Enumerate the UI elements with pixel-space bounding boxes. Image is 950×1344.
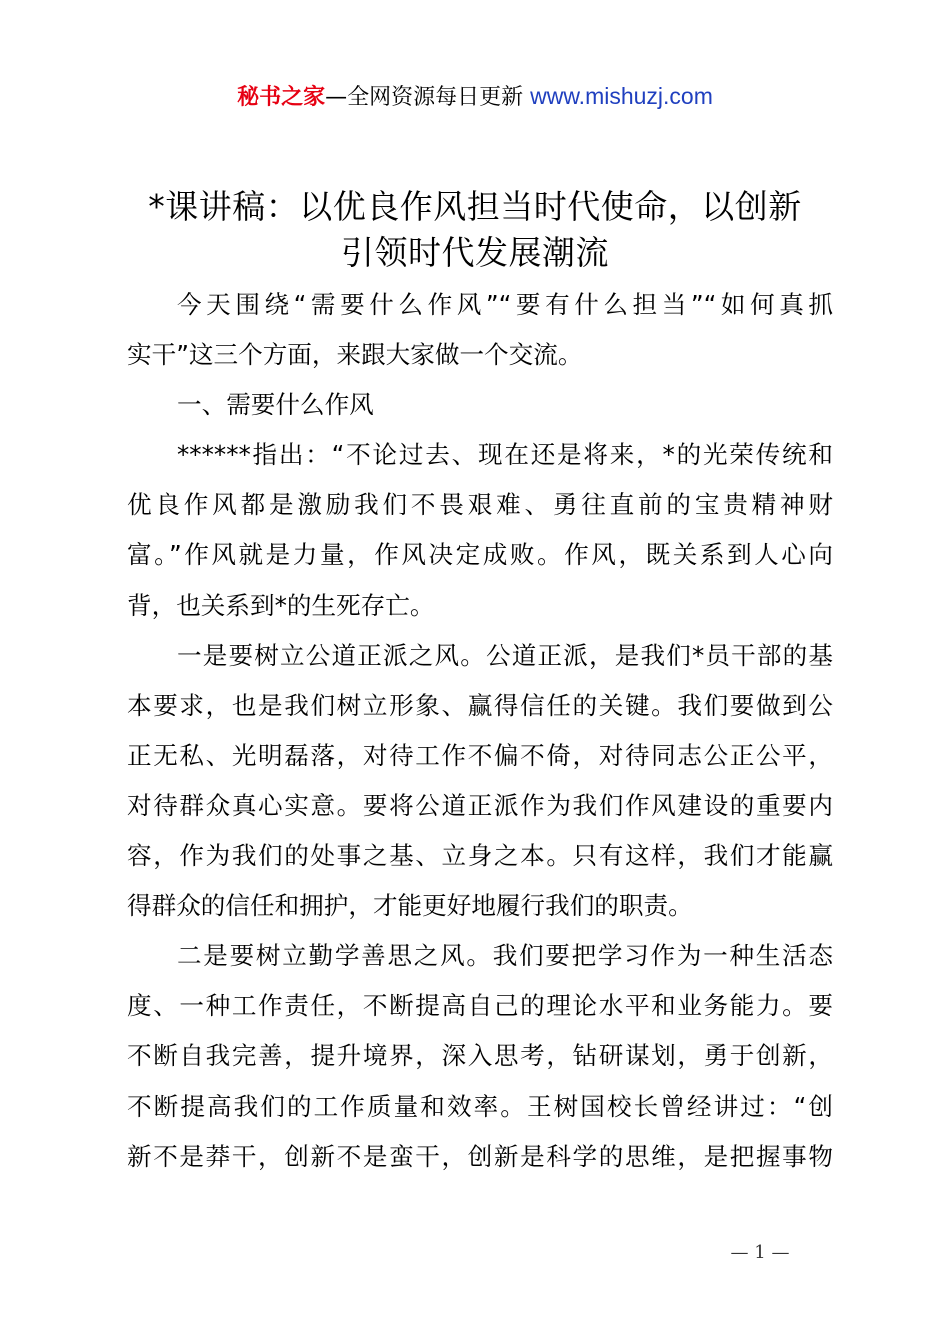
page-number: — 1 — [730, 1242, 790, 1263]
title-line-2: 引领时代发展潮流 [341, 233, 609, 272]
body-line: 二是要树立勤学善思之风。我们要把学习作为一种生活态 [177, 941, 833, 971]
document-title [110, 184, 840, 276]
body-line: 实干”这三个方面，来跟大家做一个交流。 [127, 340, 583, 370]
body-line: 一是要树立公道正派之风。公道正派，是我们*员干部的基 [177, 640, 833, 670]
body-line: ******指出：“不论过去、现在还是将来，*的光荣传统和 [177, 440, 833, 470]
body-line: 得群众的信任和拥护，才能更好地履行我们的职责。 [127, 891, 693, 921]
site-tagline: —全网资源每日更新 [325, 85, 524, 110]
body-line: 不断提高我们的工作质量和效率。王树国校长曾经讲过：“创 [127, 1091, 833, 1121]
body-line: 新不是莽干，创新不是蛮干，创新是科学的思维，是把握事物 [127, 1141, 833, 1171]
title-line-1: *课讲稿：以优良作风担当时代使命，以创新 [148, 187, 802, 226]
body-line: 今天围绕“需要什么作风”“要有什么担当”“如何真抓 [177, 290, 833, 319]
section-heading: 一、需要什么作风 [177, 390, 374, 420]
body-line: 对待群众真心实意。要将公道正派作为我们作风建设的重要内 [127, 790, 833, 820]
site-brand: 秘书之家 [237, 85, 326, 110]
body-line: 背，也关系到*的生死存亡。 [127, 590, 435, 620]
body-line: 度、一种工作责任，不断提高自己的理论水平和业务能力。要 [127, 991, 833, 1021]
body-line: 不断自我完善，提升境界，深入思考，钻研谋划，勇于创新， [127, 1041, 833, 1071]
body-line: 本要求，也是我们树立形象、赢得信任的关键。我们要做到公 [127, 690, 833, 720]
site-header [0, 80, 950, 114]
document-body [127, 280, 833, 1182]
site-url-link[interactable]: www.mishuzj.com [530, 83, 713, 109]
body-line: 正无私、光明磊落，对待工作不偏不倚，对待同志公正公平， [127, 740, 833, 770]
body-line: 优良作风都是激励我们不畏艰难、勇往直前的宝贵精神财 [127, 490, 833, 520]
body-line: 富。”作风就是力量，作风决定成败。作风，既关系到人心向 [127, 540, 833, 570]
body-line: 容，作为我们的处事之基、立身之本。只有这样，我们才能赢 [127, 841, 833, 871]
